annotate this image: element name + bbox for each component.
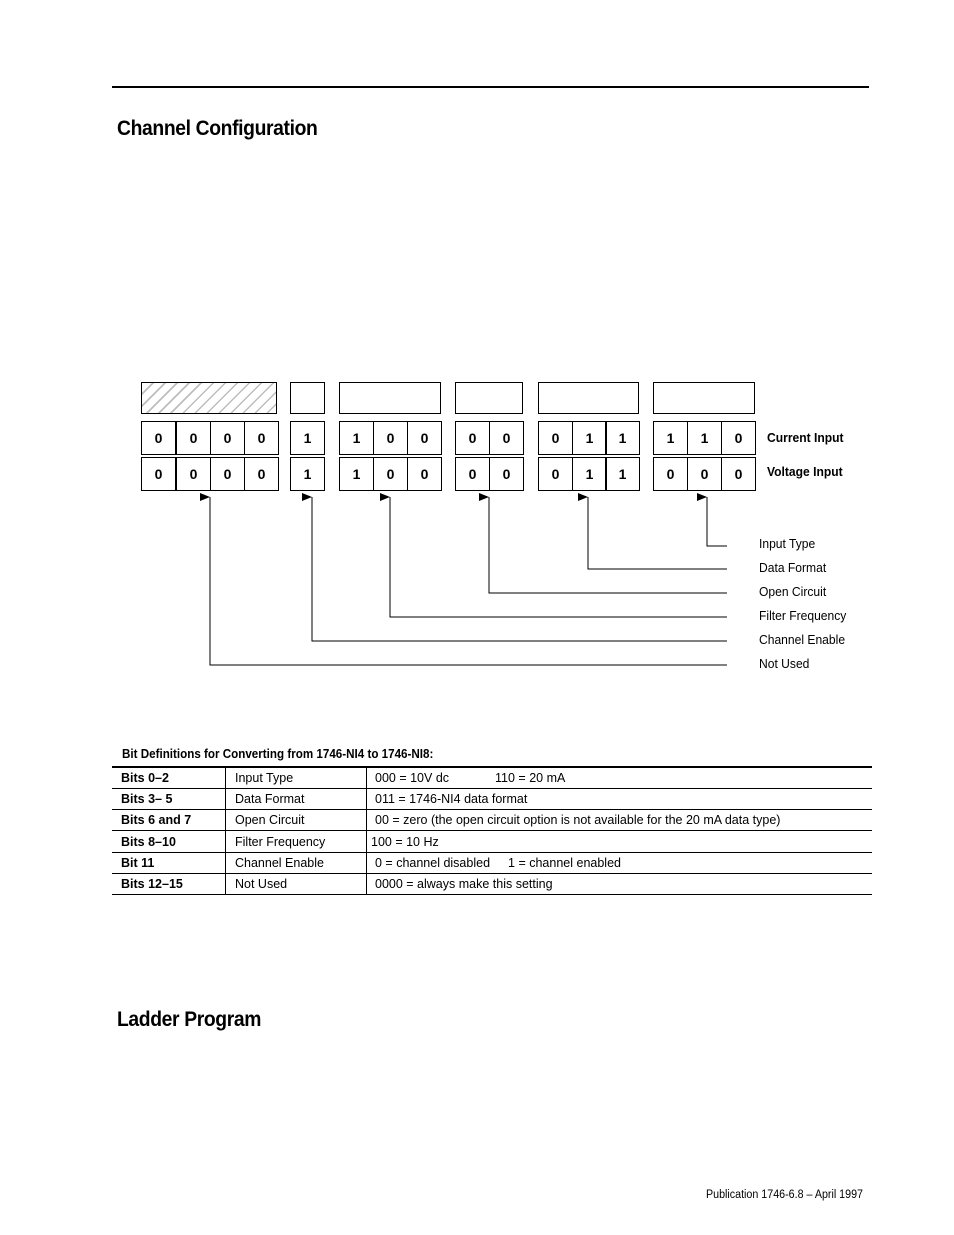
setting-cell: 0000 = always make this setting [367, 873, 873, 894]
field-label-input-type: Input Type [759, 536, 816, 551]
function-cell: Not Used [226, 873, 367, 894]
bit-cell: 0 [455, 457, 490, 491]
field-label-not-used: Not Used [759, 656, 810, 671]
bit-cell: 1 [290, 457, 325, 491]
table-row [112, 852, 872, 873]
row-label-current-input: Current Input [767, 430, 844, 445]
section-heading-ladder-program: Ladder Program [117, 1008, 262, 1031]
bits-cell: Bits 0–2 [112, 767, 226, 788]
bit-cell: 0 [721, 421, 756, 455]
field-label-data-format: Data Format [759, 560, 827, 575]
bit-cell: 1 [687, 421, 722, 455]
setting-text: 110 = 20 mA [495, 770, 566, 785]
field-label-channel-enable: Channel Enable [759, 632, 846, 647]
table-row [112, 767, 872, 788]
bits-cell: Bits 8–10 [112, 831, 226, 852]
bit-cell: 1 [572, 457, 607, 491]
bit-cell: 0 [538, 457, 573, 491]
bit-cell: 1 [339, 457, 374, 491]
table-row [112, 873, 872, 894]
setting-cell: 011 = 1746-NI4 data format [367, 788, 873, 809]
bit-cell: 1 [605, 457, 640, 491]
row-label-voltage-input: Voltage Input [767, 464, 843, 479]
function-cell: Input Type [226, 767, 367, 788]
bit-cell: 0 [141, 421, 176, 455]
bit-cell: 0 [141, 457, 176, 491]
bit-cell: 0 [176, 421, 211, 455]
leader-filter-frequency [390, 497, 727, 617]
bits-cell: Bits 12–15 [112, 873, 226, 894]
bit-cell: 0 [373, 457, 408, 491]
table-row [112, 831, 872, 852]
setting-text: 0 = channel disabled [375, 855, 491, 870]
function-cell: Filter Frequency [226, 831, 367, 852]
section-heading-channel-configuration: Channel Configuration [117, 117, 318, 140]
bit-cell: 0 [210, 457, 245, 491]
field-label-open-circuit: Open Circuit [759, 584, 827, 599]
bit-cell: 1 [572, 421, 607, 455]
function-cell: Data Format [226, 788, 367, 809]
bit-cell: 1 [290, 421, 325, 455]
setting-cell: 100 = 10 Hz [367, 831, 873, 852]
bit-cell: 0 [407, 421, 442, 455]
table-title: Bit Definitions for Converting from 1746-NI4 to 1746-NI8: [122, 747, 434, 761]
table-row [112, 788, 872, 809]
bit-cell: 0 [244, 421, 279, 455]
leader-data-format [588, 497, 727, 569]
bit-cell: 1 [653, 421, 688, 455]
setting-text: 1 = channel enabled [508, 855, 621, 870]
publication-footer: Publication 1746-6.8 – April 1997 [706, 1189, 863, 1201]
bits-cell: Bits 6 and 7 [112, 810, 226, 831]
bit-cell: 0 [489, 421, 524, 455]
function-cell: Channel Enable [226, 852, 367, 873]
setting-cell [367, 767, 873, 788]
bit-cell: 0 [653, 457, 688, 491]
bit-definitions-table [112, 766, 872, 895]
leader-not-used [210, 497, 727, 665]
leader-open-circuit [489, 497, 727, 593]
bit-cell: 0 [176, 457, 211, 491]
table-row [112, 810, 872, 831]
bit-cell: 1 [605, 421, 640, 455]
bit-cell: 0 [455, 421, 490, 455]
bit-cell: 0 [721, 457, 756, 491]
bit-cell: 0 [538, 421, 573, 455]
setting-text: 000 = 10V dc [375, 770, 450, 785]
field-label-filter-frequency: Filter Frequency [759, 608, 847, 623]
bit-cell: 0 [407, 457, 442, 491]
setting-cell: 00 = zero (the open circuit option is not available for the 20 mA data type) [367, 810, 873, 831]
bit-cell: 0 [244, 457, 279, 491]
bit-cell: 0 [489, 457, 524, 491]
bit-cell: 0 [210, 421, 245, 455]
leader-input-type [707, 497, 727, 546]
bits-cell: Bits 3– 5 [112, 788, 226, 809]
function-cell: Open Circuit [226, 810, 367, 831]
bits-cell: Bit 11 [112, 852, 226, 873]
bit-cell: 1 [339, 421, 374, 455]
setting-cell [367, 852, 873, 873]
bit-cell: 0 [687, 457, 722, 491]
bit-cell: 0 [373, 421, 408, 455]
